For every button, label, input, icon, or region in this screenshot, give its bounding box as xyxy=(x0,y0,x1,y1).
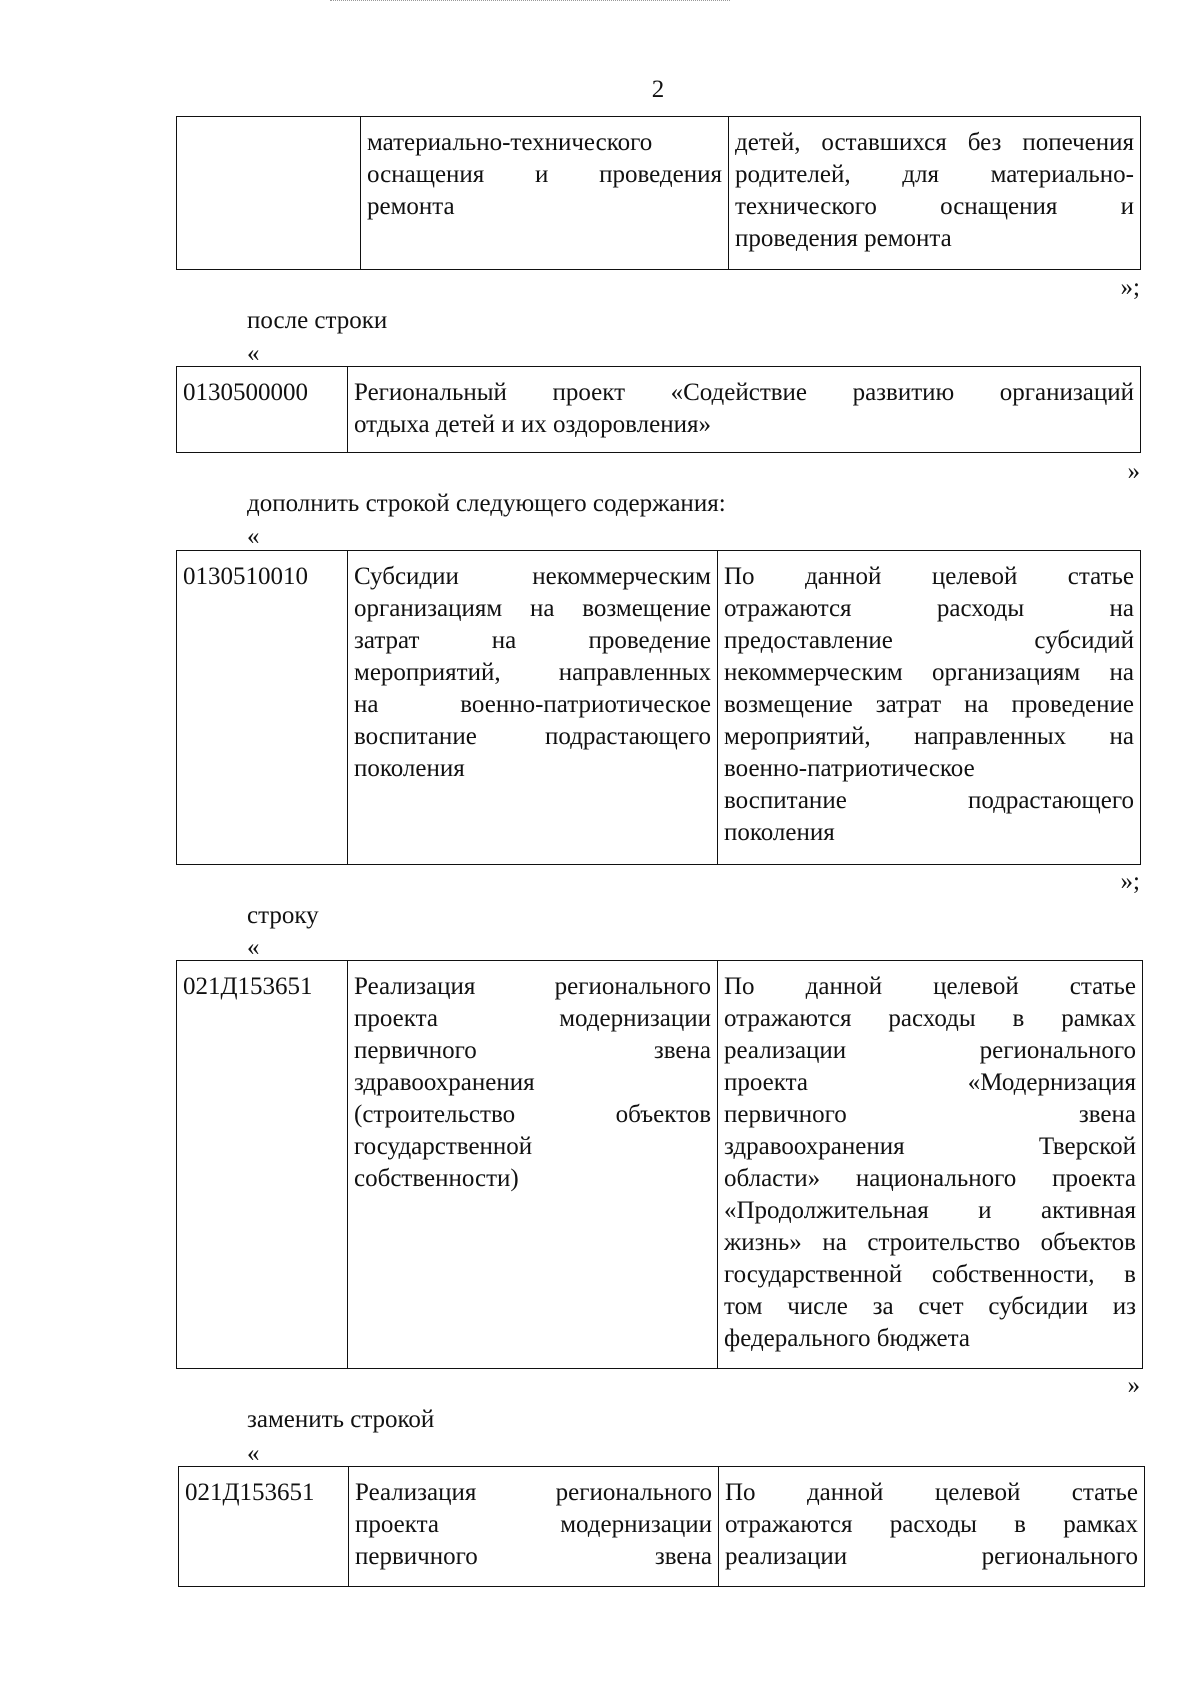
desc-line: По данной целевой статье xyxy=(724,563,1134,590)
name-line: воспитание подрастающего xyxy=(354,723,711,750)
name-line: отдыха детей и их оздоровления» xyxy=(354,411,711,438)
desc-line: «Продолжительная и активная xyxy=(724,1197,1136,1224)
instruction-text: дополнить строкой следующего содержания: xyxy=(247,490,726,517)
table-replacement-row xyxy=(178,1466,1145,1587)
code-cell: 0130500000 xyxy=(177,367,348,453)
name-cell xyxy=(348,961,718,1369)
desc-line: технического оснащения и xyxy=(735,193,1134,220)
name-line: ремонта xyxy=(367,193,455,220)
name-line: организациям на возмещение xyxy=(354,595,711,622)
desc-line: предоставление субсидий xyxy=(724,627,1134,654)
desc-line: отражаются расходы в рамках xyxy=(725,1511,1138,1538)
name-line: первичного звена xyxy=(355,1543,712,1570)
desc-line: По данной целевой статье xyxy=(725,1479,1138,1506)
name-cell xyxy=(361,117,729,270)
table-new-row xyxy=(176,550,1141,865)
description-cell xyxy=(718,961,1143,1369)
opening-quote: « xyxy=(247,1440,260,1467)
name-line: Реализация регионального xyxy=(354,973,711,1000)
desc-line: воспитание подрастающего xyxy=(724,787,1134,814)
closing-quote: » xyxy=(1127,458,1140,485)
desc-line: мероприятий, направленных на xyxy=(724,723,1134,750)
description-cell xyxy=(719,1467,1145,1587)
desc-line: первичного звена xyxy=(724,1101,1136,1128)
name-line: материально-технического xyxy=(367,129,653,156)
desc-line: возмещение затрат на проведение xyxy=(724,691,1134,718)
description-cell xyxy=(718,551,1141,865)
name-cell xyxy=(348,551,718,865)
code-cell: 021Д153651 xyxy=(177,961,348,1369)
instruction-text: после строки xyxy=(247,307,388,334)
code-cell: 021Д153651 xyxy=(179,1467,349,1587)
table-after-row xyxy=(176,366,1141,453)
name-line: здравоохранения xyxy=(354,1069,535,1096)
scan-edge-mark xyxy=(330,0,730,5)
closing-quote: »; xyxy=(1120,868,1140,895)
name-line: оснащения и проведения xyxy=(367,161,722,188)
desc-line: области» национального проекта xyxy=(724,1165,1136,1192)
opening-quote: « xyxy=(247,340,260,367)
desc-line: том числе за счет субсидии из xyxy=(724,1293,1136,1320)
desc-line: военно-патриотическое xyxy=(724,755,975,782)
name-cell xyxy=(349,1467,719,1587)
table-old-row xyxy=(176,960,1143,1369)
desc-line: По данной целевой статье xyxy=(724,973,1136,1000)
desc-line: отражаются расходы на xyxy=(724,595,1134,622)
name-line: Субсидии некоммерческим xyxy=(354,563,711,590)
table-continuation xyxy=(176,116,1141,270)
desc-line: реализации регионального xyxy=(724,1037,1136,1064)
name-line: первичного звена xyxy=(354,1037,711,1064)
table-row xyxy=(177,117,1141,270)
table-row xyxy=(177,551,1141,865)
table-row xyxy=(179,1467,1145,1587)
closing-quote: » xyxy=(1127,1372,1140,1399)
desc-line: детей, оставшихся без попечения xyxy=(735,129,1134,156)
page-number: 2 xyxy=(651,76,665,103)
desc-line: проведения ремонта xyxy=(735,225,952,252)
desc-line: здравоохранения Тверской xyxy=(724,1133,1136,1160)
opening-quote: « xyxy=(247,523,260,550)
name-line: проекта модернизации xyxy=(354,1005,711,1032)
code-cell: 0130510010 xyxy=(177,551,348,865)
desc-line: отражаются расходы в рамках xyxy=(724,1005,1136,1032)
desc-line: реализации регионального xyxy=(725,1543,1138,1570)
name-line: Реализация регионального xyxy=(355,1479,712,1506)
table-row xyxy=(177,961,1143,1369)
desc-line: поколения xyxy=(724,819,835,846)
desc-line: жизнь» на строительство объектов xyxy=(724,1229,1136,1256)
name-line: Региональный проект «Содействие развитию организаций xyxy=(354,379,1134,406)
name-line: поколения xyxy=(354,755,465,782)
name-line: собственности) xyxy=(354,1165,519,1192)
desc-line: проекта «Модернизация xyxy=(724,1069,1136,1096)
name-line: затрат на проведение xyxy=(354,627,711,654)
desc-line: родителей, для материально- xyxy=(735,161,1134,188)
name-line: проекта модернизации xyxy=(355,1511,712,1538)
table-row xyxy=(177,367,1141,453)
opening-quote: « xyxy=(247,934,260,961)
name-cell xyxy=(348,367,1141,453)
code-cell xyxy=(177,117,361,270)
instruction-text: заменить строкой xyxy=(247,1406,435,1433)
instruction-text: строку xyxy=(247,902,319,929)
name-line: государственной xyxy=(354,1133,533,1160)
name-line: мероприятий, направленных xyxy=(354,659,711,686)
name-line: на военно-патриотическое xyxy=(354,691,711,718)
desc-line: некоммерческим организациям на xyxy=(724,659,1134,686)
desc-line: государственной собственности, в xyxy=(724,1261,1136,1288)
name-line: (строительство объектов xyxy=(354,1101,711,1128)
description-cell xyxy=(729,117,1141,270)
desc-line: федерального бюджета xyxy=(724,1325,970,1352)
closing-quote: »; xyxy=(1120,274,1140,301)
